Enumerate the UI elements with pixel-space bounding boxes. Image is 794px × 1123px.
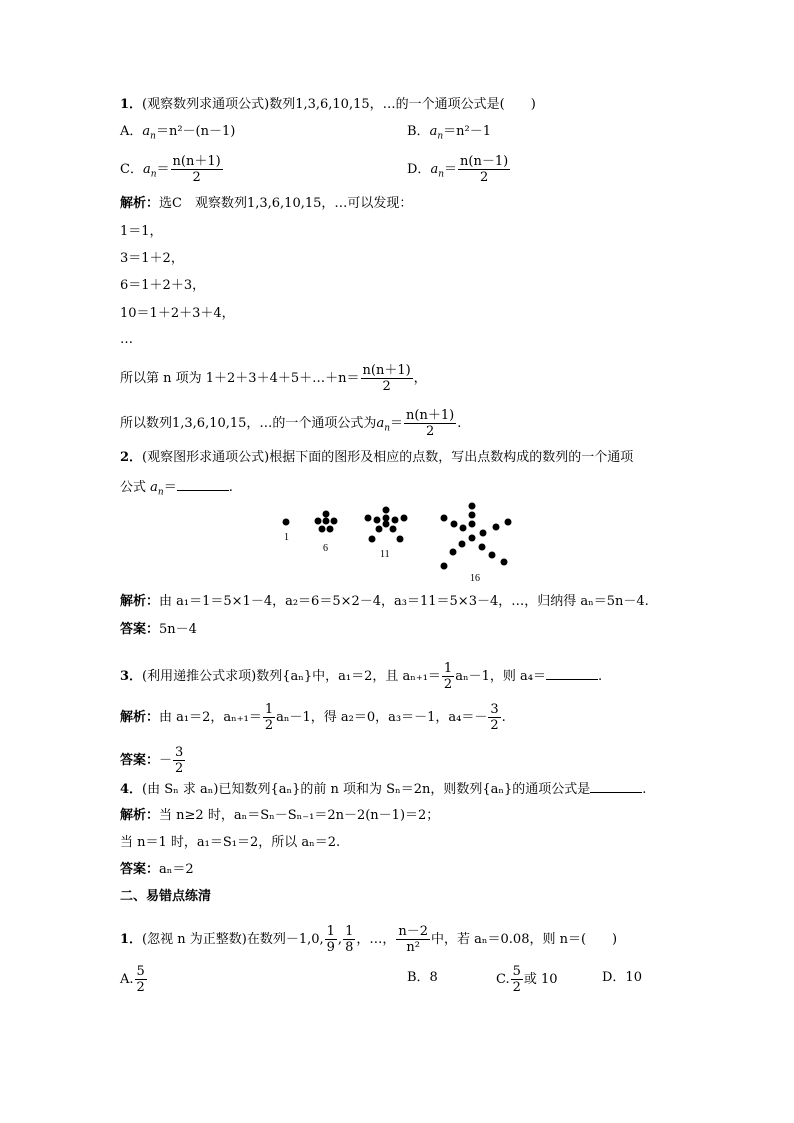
fraction <box>511 964 523 995</box>
var-a: a <box>430 162 439 177</box>
section-title: 二、易错点练清 <box>120 889 212 904</box>
option-b <box>407 124 491 140</box>
dot <box>451 521 458 528</box>
frac-num: 1 <box>345 924 354 939</box>
frac-den: 2 <box>192 170 201 185</box>
question-4-stem <box>120 780 646 798</box>
question-3-stem <box>120 661 602 692</box>
punct: . <box>501 710 506 725</box>
frac-den: 2 <box>382 379 391 394</box>
dot <box>323 518 330 525</box>
dot <box>390 526 397 533</box>
question-number: 1． <box>120 97 143 112</box>
dot <box>469 512 476 519</box>
question-number: 1． <box>120 932 143 947</box>
figure-label-2: 6 <box>323 543 328 554</box>
equals: ＝ <box>163 480 177 495</box>
option-label: A. <box>120 972 134 987</box>
solution-text: 由 a₁＝2，aₙ₊₁＝ <box>159 710 262 725</box>
dot <box>460 525 467 532</box>
frac-num: n(n＋1) <box>362 363 411 378</box>
fraction <box>442 661 454 692</box>
frac-den: 2 <box>512 980 521 995</box>
fraction <box>171 154 223 185</box>
figure-1-dots <box>283 519 290 526</box>
subscript: n <box>150 169 157 180</box>
solution-eq-4: 10＝1＋2＋3＋4， <box>120 306 235 321</box>
subscript: n <box>150 131 156 142</box>
solution-ellipsis: … <box>120 332 133 347</box>
question-text: (观察图形求通项公式)根据下面的图形及相应的点数，写出点数构成的数列的一个通项 <box>142 450 634 465</box>
frac-num: 1 <box>326 924 335 939</box>
solution-label: 解析： <box>120 594 160 609</box>
subscript: n <box>438 169 444 180</box>
question-text: ，…， <box>356 932 396 947</box>
answer-label: 答案： <box>120 862 160 877</box>
figure-2-dots <box>315 511 338 533</box>
option-a <box>120 124 235 140</box>
solution-text: 选C 观察数列1,3,6,10,15，…可以发现： <box>159 196 413 211</box>
solution-sum-line <box>120 363 427 394</box>
dot <box>480 530 487 537</box>
subscript: n <box>157 487 164 498</box>
exercise-option-a <box>120 964 148 995</box>
dot <box>283 519 290 526</box>
dot <box>369 536 376 543</box>
solution-eq-3: 6＝1＋2＋3， <box>120 278 206 293</box>
solution-text: 所以数列1,3,6,10,15，…的一个通项公式为 <box>120 416 377 431</box>
fraction <box>325 924 337 955</box>
dot <box>459 541 466 548</box>
dot <box>319 526 326 533</box>
answer-label: 答案： <box>120 622 160 637</box>
question-2-line2 <box>120 478 233 496</box>
dot <box>331 518 338 525</box>
solution-text: 所以第 n 项为 1＋2＋3＋4＋5＋…＋n＝ <box>120 371 360 386</box>
frac-num: n－2 <box>398 924 429 939</box>
question-text: (忽视 n 为正整数)在数列－1,0, <box>142 932 324 947</box>
answer-value: 5n－4 <box>159 622 197 637</box>
fraction <box>263 702 275 733</box>
fraction <box>404 408 456 439</box>
dot <box>392 517 399 524</box>
frac-num: 5 <box>512 964 521 979</box>
subscript: n <box>384 423 390 434</box>
exercise-option-c <box>496 964 558 995</box>
solution-label: 解析： <box>120 710 160 725</box>
dot <box>401 515 408 522</box>
frac-num: n(n＋1) <box>406 408 455 423</box>
question-number: 2． <box>120 450 143 465</box>
figure-label-3: 11 <box>380 549 390 560</box>
solution-2 <box>120 594 649 610</box>
dot <box>327 526 334 533</box>
option-label: C. <box>496 972 510 987</box>
fraction <box>361 363 413 394</box>
dot <box>374 517 381 524</box>
solution-3 <box>120 702 506 733</box>
frac-den: 2 <box>264 718 274 733</box>
option-label: D． <box>407 162 431 177</box>
answer-sign: － <box>159 753 173 768</box>
solution-label: 解析： <box>120 808 160 823</box>
dot <box>383 515 390 522</box>
fraction <box>343 924 355 955</box>
frac-den: 9 <box>326 940 335 955</box>
solution-text: aₙ－1，得 a₂＝0，a₃＝－1，a₄＝－ <box>276 710 488 725</box>
answer-blank[interactable] <box>177 478 229 491</box>
frac-den: n² <box>406 940 420 955</box>
figure-4-dots <box>441 503 512 570</box>
solution-eq-2: 3＝1＋2， <box>120 251 184 266</box>
answer-3 <box>120 745 186 776</box>
frac-num: n(n－1) <box>460 154 509 169</box>
answer-4 <box>120 862 194 878</box>
solution-eq-1: 1＝1， <box>120 224 163 239</box>
solution-4-line-1 <box>120 808 439 824</box>
dot <box>450 549 457 556</box>
dot <box>397 536 404 543</box>
frac-num: 1 <box>264 702 274 717</box>
punct: , <box>337 932 343 947</box>
question-text: aₙ－1，则 a₄＝ <box>455 669 546 684</box>
question-text: 公式 <box>120 480 147 495</box>
dot <box>441 563 448 570</box>
answer-2 <box>120 622 197 638</box>
fraction <box>488 702 500 733</box>
frac-den: 2 <box>443 677 453 692</box>
frac-den: 2 <box>425 424 435 439</box>
punct: . <box>597 669 603 684</box>
frac-den: 2 <box>175 761 184 776</box>
dot <box>315 518 322 525</box>
frac-num: 1 <box>443 661 453 676</box>
fraction <box>396 924 430 955</box>
solution-text: 由 a₁＝1＝5×1－4，a₂＝6＝5×2－4，a₃＝11＝5×3－4，…，归纳得 aₙ＝5n－4. <box>159 594 649 609</box>
option-d: D．$a_n=$ $\frac{n(n-1)}{2}$ <box>407 154 509 185</box>
punct: . <box>228 480 233 495</box>
fraction <box>458 154 510 185</box>
option-label: A． <box>120 124 143 139</box>
question-text: (由 Sₙ 求 aₙ)已知数列{aₙ}的前 n 项和为 Sₙ＝2n，则数列{aₙ}的通项公式是 <box>142 782 591 797</box>
subscript: n <box>437 131 444 142</box>
option-expr: ＝n²－(n－1) <box>155 124 236 139</box>
figure-label-4: 16 <box>470 573 480 584</box>
dot <box>376 526 383 533</box>
dot <box>505 519 512 526</box>
punct: . <box>457 416 462 431</box>
dot <box>365 515 372 522</box>
fraction <box>173 745 185 776</box>
option-label: C． <box>120 162 143 177</box>
figure-3-dots <box>365 507 408 543</box>
question-2-stem <box>120 450 633 466</box>
dot <box>469 521 476 528</box>
var-a: a <box>142 162 151 177</box>
frac-den: 8 <box>345 940 354 955</box>
frac-num: 3 <box>490 702 499 717</box>
dot <box>489 552 496 559</box>
answer-blank[interactable] <box>546 667 598 680</box>
dot <box>383 521 390 528</box>
figure-label-1: 1 <box>284 532 289 543</box>
question-text: 中，若 aₙ＝0.08，则 n＝( ) <box>431 932 618 947</box>
dot <box>493 524 500 531</box>
option-expr: ＝n²－1 <box>443 124 491 139</box>
solution-1-intro <box>120 196 412 212</box>
dot <box>383 507 390 514</box>
dot <box>323 511 330 518</box>
frac-den: 2 <box>490 718 499 733</box>
dot <box>501 559 508 566</box>
frac-num: 3 <box>175 745 184 760</box>
var-a: a <box>429 124 438 139</box>
solution-text: 当 n≥2 时，aₙ＝Sₙ－Sₙ₋₁＝2n－2(n－1)＝2； <box>159 808 440 823</box>
solution-4-line-2: 当 n＝1 时，a₁＝S₁＝2，所以 aₙ＝2. <box>120 835 341 850</box>
frac-num: n(n＋1) <box>172 154 221 169</box>
question-text: (利用递推公式求项)数列{aₙ}中，a₁＝2，且 aₙ₊₁＝ <box>142 669 441 684</box>
dot <box>441 515 448 522</box>
punct: ， <box>413 371 427 386</box>
question-1-stem <box>120 97 536 113</box>
question-number: 4． <box>120 782 143 797</box>
option-label: B． <box>407 124 430 139</box>
var-a: a <box>376 416 385 431</box>
fraction <box>135 964 147 995</box>
question-number: 3． <box>120 669 143 684</box>
var-a: a <box>142 124 151 139</box>
frac-num: 5 <box>136 964 145 979</box>
solution-conclusion: 所以数列1,3,6,10,15，…的一个通项公式为$a_n=$ $\frac{n(n+1)}{2}$ . <box>120 408 462 439</box>
answer-blank[interactable] <box>590 780 642 793</box>
exercise-1-stem <box>120 924 617 955</box>
solution-label: 解析： <box>120 196 160 211</box>
answer-label: 答案： <box>120 753 160 768</box>
dot <box>469 535 476 542</box>
option-text: 或 10 <box>523 972 558 987</box>
var-a: a <box>150 480 158 495</box>
question-text: (观察数列求通项公式)数列1,3,6,10,15，…的一个通项公式是( ) <box>142 97 536 112</box>
answer-value: aₙ＝2 <box>159 862 194 877</box>
dot <box>479 544 486 551</box>
frac-den: 2 <box>136 980 145 995</box>
exercise-option-b: B．8 <box>407 970 438 985</box>
exercise-option-d: D．10 <box>602 970 642 985</box>
option-c: C．$a_n=$ $\frac{n(n+1)}{2}$ <box>120 154 221 185</box>
punct: . <box>642 782 647 797</box>
frac-den: 2 <box>479 170 489 185</box>
dot-pattern-figure <box>276 502 526 586</box>
dot <box>469 503 476 510</box>
